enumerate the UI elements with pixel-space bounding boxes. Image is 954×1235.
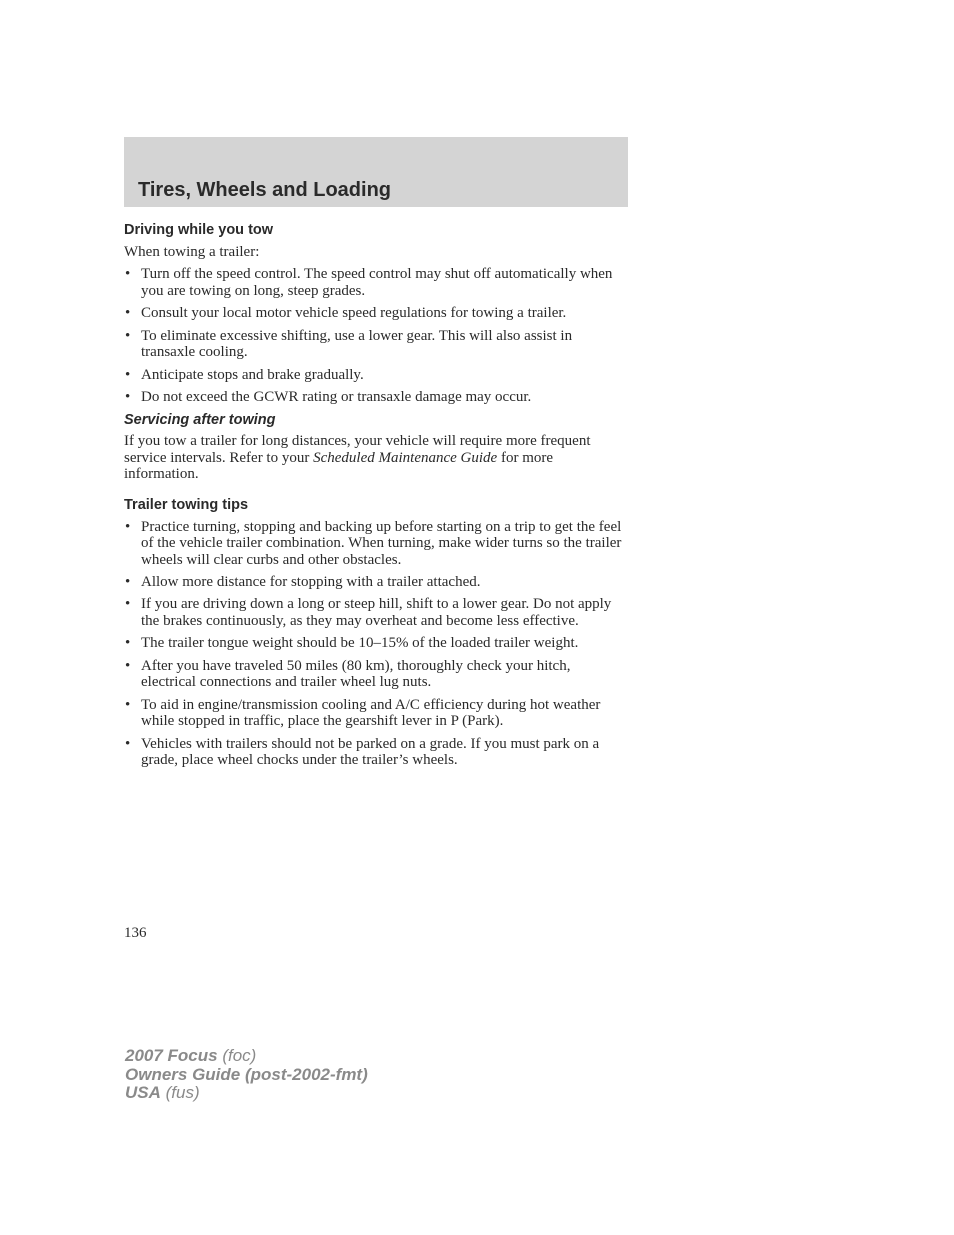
section-intro: When towing a trailer: xyxy=(124,243,260,260)
footer-model-line xyxy=(125,1047,368,1066)
section-heading-trailer-towing-tips: Trailer towing tips xyxy=(124,496,249,513)
footer-market-line xyxy=(125,1084,368,1103)
list-item: • If you are driving down a long or steep hill, shift to a lower gear. Do not apply the brakes continuously, as they may overheat and become less effective. xyxy=(124,596,628,629)
page-number: 136 xyxy=(124,925,147,941)
footer-model: 2007 Focus xyxy=(125,1046,218,1065)
chapter-title: Tires, Wheels and Loading xyxy=(138,179,392,201)
trailer-tips-list xyxy=(124,519,628,770)
list-item: • Consult your local motor vehicle speed regulations for towing a trailer. xyxy=(124,305,628,322)
list-item: • To eliminate excessive shifting, use a lower gear. This will also assist in transaxle cooling. xyxy=(124,328,628,361)
section-heading-driving-while-you-tow: Driving while you tow xyxy=(124,222,274,238)
section-heading-servicing-after-towing: Servicing after towing xyxy=(124,411,276,428)
list-item: • After you have traveled 50 miles (80 km), thoroughly check your hitch, electrical connections and trailer wheel lug nuts. xyxy=(124,658,628,691)
driving-tips-list xyxy=(124,266,628,405)
servicing-paragraph xyxy=(124,433,628,483)
list-item: • Do not exceed the GCWR rating or transaxle damage may occur. xyxy=(124,389,628,406)
chapter-header-band xyxy=(124,137,628,207)
servicing-text-start: If you tow a trailer for long distances, your vehicle will require more frequent service intervals. Refer to your xyxy=(124,433,591,466)
list-item: • Vehicles with trailers should not be parked on a grade. If you must park on a grade, place wheel chocks under the trailer’s wheels. xyxy=(124,736,628,769)
footer-model-code: (foc) xyxy=(217,1046,257,1065)
list-item: • The trailer tongue weight should be 10–15% of the loaded trailer weight. xyxy=(124,635,628,652)
list-item: • To aid in engine/transmission cooling and A/C efficiency during hot weather while stopped in traffic, place the gearshift lever in P (Park). xyxy=(124,697,628,730)
list-item: • Turn off the speed control. The speed control may shut off automatically when you are towing on long, steep grades. xyxy=(124,266,628,299)
footer-market-code: (fus) xyxy=(160,1083,200,1102)
maintenance-guide-reference: Scheduled Maintenance Guide xyxy=(313,449,498,466)
document-footer xyxy=(125,1047,368,1103)
servicing-text-end: for more information. xyxy=(124,449,554,483)
footer-market: USA xyxy=(125,1083,161,1102)
page-content xyxy=(124,218,628,775)
footer-guide-line: Owners Guide (post-2002-fmt) xyxy=(125,1064,368,1084)
list-item: • Anticipate stops and brake gradually. xyxy=(124,367,628,384)
list-item: • Allow more distance for stopping with a trailer attached. xyxy=(124,574,628,591)
list-item: • Practice turning, stopping and backing up before starting on a trip to get the feel of the vehicle trailer combination. When turning, make wider turns so the trailer wheels will clear curbs and other obstacles. xyxy=(124,519,628,569)
